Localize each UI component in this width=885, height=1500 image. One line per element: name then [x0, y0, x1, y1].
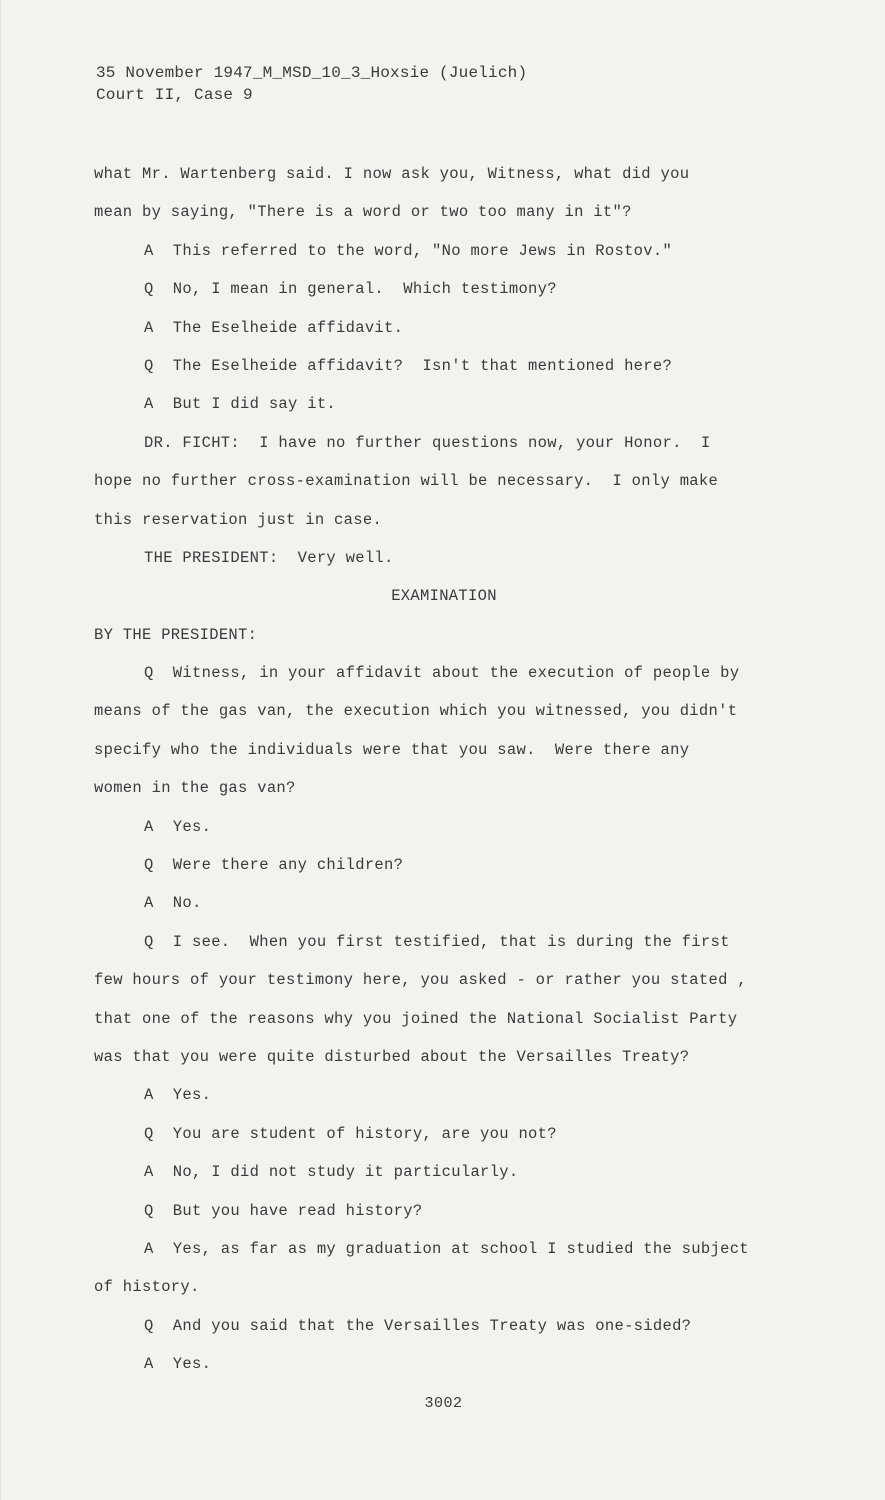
transcript-line: A But I did say it.	[144, 395, 337, 414]
transcript-line: that one of the reasons why you joined the National Socialist Party	[94, 1009, 738, 1028]
transcript-line: hope no further cross-examination will be necessary. I only make	[94, 472, 719, 491]
transcript-line: Q No, I mean in general. Which testimony?	[144, 280, 557, 299]
transcript-line: Q Were there any children?	[144, 856, 404, 875]
page-number: 3002	[424, 1395, 463, 1412]
transcript-line: women in the gas van?	[94, 779, 296, 798]
transcript-line: few hours of your testimony here, you asked - or rather you stated ,	[94, 971, 747, 990]
transcript-line: specify who the individuals were that you saw. Were there any	[94, 740, 690, 759]
transcript-line: what Mr. Wartenberg said. I now ask you, Witness, what did you	[94, 165, 690, 183]
transcript-line: this reservation just in case.	[94, 510, 383, 529]
transcript-line: means of the gas van, the execution which you witnessed, you didn't	[94, 702, 738, 721]
transcript-line: A No, I did not study it particularly.	[144, 1163, 519, 1182]
transcript-line: A Yes.	[144, 1355, 212, 1374]
transcript-line: A No.	[144, 894, 202, 913]
section-heading: EXAMINATION	[391, 587, 497, 606]
transcript-line: Q But you have read history?	[144, 1201, 423, 1220]
transcript-line: BY THE PRESIDENT:	[94, 625, 258, 644]
header-court-line: Court II, Case 9	[96, 86, 253, 104]
transcript-line: of history.	[94, 1278, 200, 1297]
transcript-line: Q You are student of history, are you not?	[144, 1124, 557, 1143]
transcript-line: Q I see. When you first testified, that is during the first	[144, 932, 730, 951]
transcript-line: A Yes.	[144, 817, 212, 836]
transcript-line: was that you were quite disturbed about the Versailles Treaty?	[94, 1047, 690, 1066]
transcript-body	[94, 160, 774, 1389]
transcript-line: DR. FICHT: I have no further questions now, your Honor. I	[144, 433, 711, 452]
transcript-line: Q The Eselheide affidavit? Isn't that mentioned here?	[144, 356, 673, 375]
transcript-line: mean by saying, "There is a word or two too many in it"?	[94, 203, 632, 222]
transcript-line: A This referred to the word, "No more Jews in Rostov."	[144, 241, 673, 260]
transcript-line: A The Eselheide affidavit.	[144, 318, 404, 337]
transcript-line: A Yes, as far as my graduation at school I studied the subject	[144, 1239, 749, 1258]
transcript-line: THE PRESIDENT: Very well.	[144, 548, 394, 567]
page-header	[96, 62, 527, 106]
transcript-line: A Yes.	[144, 1086, 212, 1105]
transcript-line: Q And you said that the Versailles Treaty was one-sided?	[144, 1316, 692, 1335]
transcript-line: Q Witness, in your affidavit about the execution of people by	[144, 664, 740, 683]
header-date-line: 35 November 1947_M_MSD_10_3_Hoxsie (Juelich)	[96, 64, 528, 82]
